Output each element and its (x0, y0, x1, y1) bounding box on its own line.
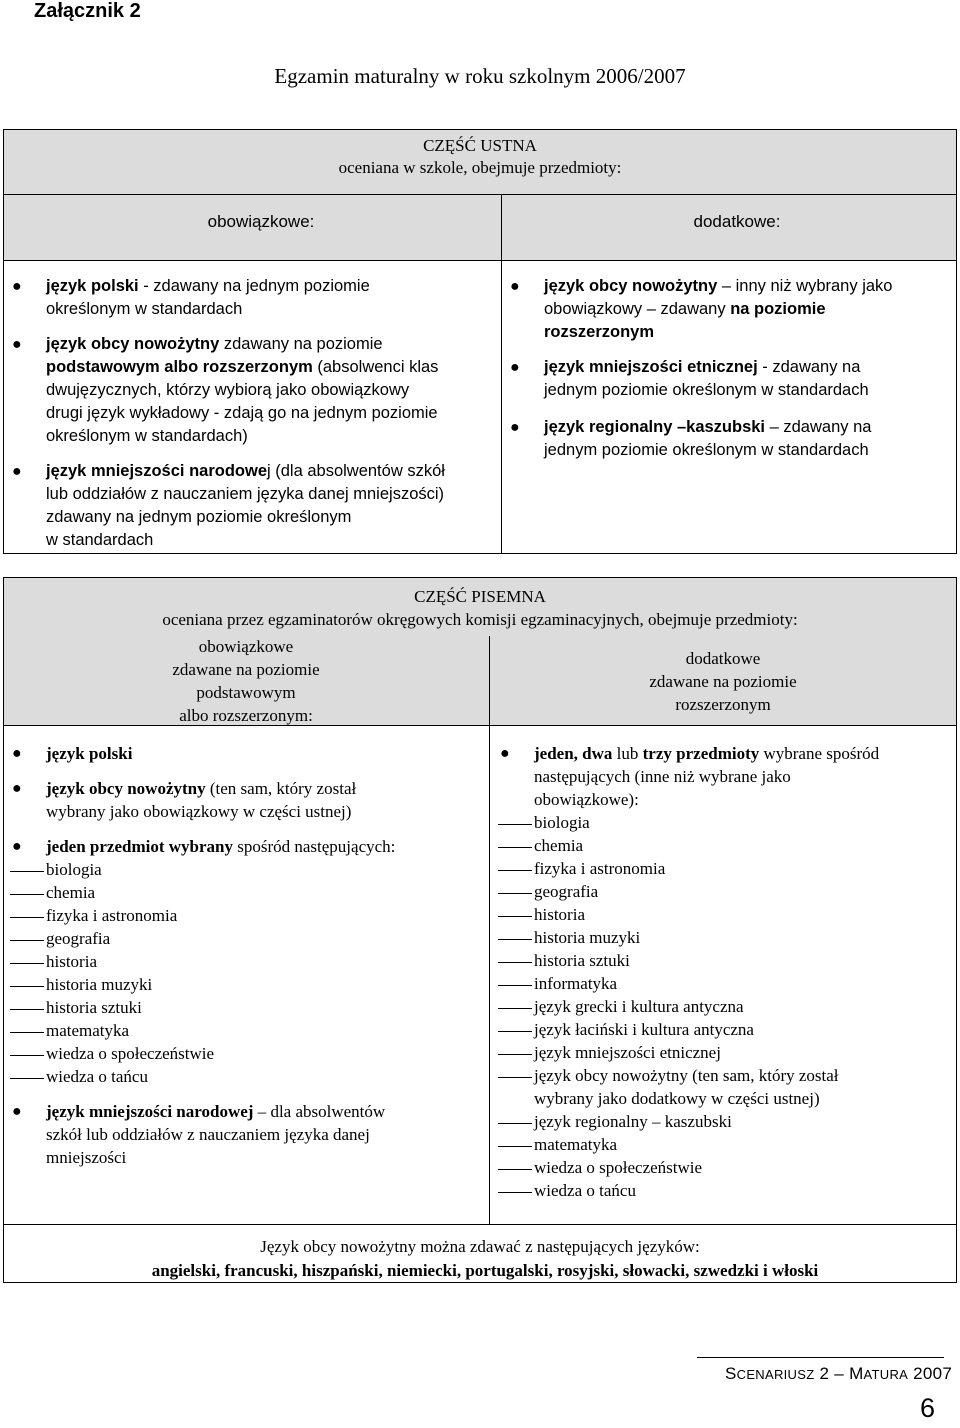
head-line: obowiązkowe (198, 637, 294, 656)
item-bold: jeden, dwa (534, 744, 613, 763)
item-continuation: zdawany na jednym poziomie określonym (46, 508, 352, 526)
item-bold: podstawowym albo rozszerzonym (46, 358, 313, 376)
item-continuation: następujących (inne niż wybrane jako (534, 767, 791, 786)
subject-item (10, 1042, 395, 1065)
item-continuation: w standardach (46, 531, 154, 549)
item-text: (absolwenci klas (312, 358, 439, 376)
subject-item (498, 880, 879, 903)
subject-label: geografia (534, 882, 599, 901)
subject-item (498, 834, 879, 857)
subject-label: biologia (46, 860, 102, 879)
item-bold: na poziomie (730, 300, 826, 318)
item-continuation: określonym w standardach) (46, 427, 248, 445)
item-continuation: wybrany jako dodatkowy w części ustnej) (534, 1089, 820, 1108)
item-continuation: lub oddziałów z nauczaniem języka danej mniejszości) (46, 485, 445, 503)
subject-item (498, 1018, 879, 1041)
item-bold: język mniejszości narodowej (46, 1102, 254, 1121)
item-text: – zdawany na (765, 418, 872, 436)
subject-label: informatyka (534, 974, 618, 993)
item-bold: język obcy nowożytny (46, 335, 220, 353)
subject-item (498, 1156, 879, 1179)
subject-item (498, 1110, 879, 1133)
subject-label: język obcy nowożytny (ten sam, który został (534, 1066, 839, 1085)
subject-label: fizyka i astronomia (46, 906, 178, 925)
footer-scenario (725, 1364, 952, 1384)
item-bold: język obcy nowożytny (46, 779, 206, 798)
footer-text: CENARIUSZ (736, 1367, 815, 1382)
list-item: ● język obcy nowożytny – inny niż wybrany jako (510, 277, 893, 295)
subject-label: język regionalny – kaszubski (534, 1112, 732, 1131)
item-bold: język polski (46, 744, 133, 763)
subject-label: historia sztuki (534, 951, 630, 970)
item-continuation: wybrany jako obowiązkowy w części ustnej) (46, 802, 352, 821)
subject-item (498, 995, 879, 1018)
footer-text: ATURA (863, 1367, 909, 1382)
item-continuation: obowiązkowe): (534, 790, 639, 809)
item-continuation: określonym w standardach (46, 300, 243, 318)
item-continuation: jednym poziomie określonym w standardach (544, 381, 869, 399)
subject-label: chemia (46, 883, 96, 902)
item-text: wybrane spośród (759, 744, 880, 763)
subject-label: historia sztuki (46, 998, 142, 1017)
item-bold: język obcy nowożytny (544, 277, 718, 295)
subject-label: matematyka (534, 1135, 618, 1154)
footer-rule (697, 1357, 944, 1358)
languages-list: angielski, francuski, hiszpański, niemiecki, portugalski, rosyjski, słowacki, szwedzki i włoski (151, 1261, 819, 1280)
subject-item (498, 903, 879, 926)
item-text: obowiązkowy – zdawany (544, 300, 731, 318)
footer-text: M (849, 1364, 864, 1383)
subject-label: matematyka (46, 1021, 130, 1040)
pisemna-left-list (12, 742, 396, 1169)
ustna-col-left-label: obowiązkowe: (207, 212, 315, 231)
subject-label: język łaciński i kultura antyczna (534, 1020, 754, 1039)
item-text: – dla absolwentów (253, 1102, 386, 1121)
subject-label: biologia (534, 813, 590, 832)
list-item: ● język polski - zdawany na jednym poziomie (12, 277, 370, 295)
list-item: ● jeden przedmiot wybrany spośród następujących: (12, 837, 396, 856)
list-item: ● język obcy nowożytny (ten sam, który został (12, 779, 357, 798)
subject-item (498, 926, 879, 949)
item-bold: język regionalny –kaszubski (544, 418, 766, 436)
subject-item (498, 1133, 879, 1156)
item-bold: trzy przedmioty (642, 744, 760, 763)
subject-item (10, 1019, 395, 1042)
subject-item (498, 811, 879, 834)
subject-item (498, 1041, 879, 1064)
item-continuation: drugi język wykładowy - zdają go na jednym poziomie (46, 404, 438, 422)
item-continuation: szkół lub oddziałów z nauczaniem języka danej (46, 1125, 370, 1144)
subject-item (10, 1065, 395, 1088)
item-text: – inny niż wybrany jako (717, 277, 893, 295)
subject-item (498, 857, 879, 880)
ustna-right-list (510, 275, 893, 462)
subject-label: geografia (46, 929, 111, 948)
item-text: lub (612, 744, 643, 763)
footer-text: S (725, 1364, 737, 1383)
list-item: ● język polski (12, 744, 133, 763)
ustna-col-right-label: dodatkowe: (693, 212, 781, 231)
subject-item (10, 904, 395, 927)
list-item: ● język mniejszości narodowej (dla absolwentów szkół (12, 462, 445, 480)
item-text: - zdawany na (757, 358, 861, 376)
ustna-left-list (12, 275, 445, 552)
subject-item (10, 973, 395, 996)
head-line: zdawane na poziomie (649, 672, 797, 691)
attachment-heading: Załącznik 2 (34, 0, 141, 22)
item-bold: język mniejszości narodowe (46, 462, 267, 480)
item-text: - zdawany na jednym poziomie (138, 277, 370, 295)
item-continuation: jednym poziomie określonym w standardach (544, 441, 869, 459)
item-text: zdawany na poziomie (219, 335, 383, 353)
head-line: rozszerzonym (675, 695, 771, 714)
subject-item (10, 927, 395, 950)
item-continuation: dwujęzycznych, którzy wybiorą jako obowiązkowy (46, 381, 410, 399)
head-line: dodatkowe (685, 649, 761, 668)
head-line: zdawane na poziomie (172, 660, 320, 679)
languages-note: Język obcy nowożytny można zdawać z następujących języków: (260, 1237, 700, 1256)
head-line: albo rozszerzonym: (179, 706, 313, 725)
page-title: Egzamin maturalny w roku szkolnym 2006/2007 (274, 64, 686, 88)
subject-label: wiedza o tańcu (46, 1067, 148, 1086)
item-continuation (46, 356, 445, 379)
item-continuation (544, 298, 892, 321)
ustna-header-subtitle: oceniana w szkole, obejmuje przedmioty: (338, 158, 622, 177)
footer-text: 2 – (814, 1364, 850, 1383)
subject-label: wiedza o tańcu (534, 1181, 636, 1200)
pisemna-right-head (489, 647, 957, 716)
item-bold: język polski (46, 277, 139, 295)
pisemna-left-head (3, 635, 489, 727)
list-item: ● język mniejszości etnicznej - zdawany na (510, 358, 861, 376)
subject-label: fizyka i astronomia (534, 859, 666, 878)
subject-label: język mniejszości etnicznej (534, 1043, 721, 1062)
item-text: (ten sam, który został (205, 779, 357, 798)
subject-item (10, 858, 395, 881)
item-bold: język mniejszości etnicznej (544, 358, 758, 376)
list-item: ● język regionalny –kaszubski – zdawany na (510, 418, 872, 436)
list-item: ● jeden, dwa lub trzy przedmioty wybrane spośród (500, 744, 880, 763)
item-text: j (dla absolwentów szkół (267, 462, 445, 480)
pisemna-header-title: CZĘŚĆ PISEMNA (414, 587, 546, 606)
subject-item (498, 949, 879, 972)
subject-item (498, 1179, 879, 1202)
item-text: spośród następujących: (232, 837, 396, 856)
list-item: ● język mniejszości narodowej – dla absolwentów (12, 1102, 386, 1121)
subject-label: historia (46, 952, 97, 971)
subject-label: wiedza o społeczeństwie (534, 1158, 703, 1177)
head-line: podstawowym (196, 683, 296, 702)
subject-label: język grecki i kultura antyczna (534, 997, 744, 1016)
list-item: ● język obcy nowożytny zdawany na poziomie (12, 335, 383, 353)
subject-label: historia muzyki (534, 928, 641, 947)
pisemna-header-subtitle: oceniana przez egzaminatorów okręgowych komisji egzaminacyjnych, obejmuje przedmioty: (162, 610, 798, 629)
subject-item (498, 972, 879, 995)
page-number: 6 (920, 1393, 936, 1423)
subject-label: wiedza o społeczeństwie (46, 1044, 215, 1063)
pisemna-right-list (500, 742, 880, 1202)
footer-text: 2007 (908, 1364, 953, 1383)
item-bold: jeden przedmiot wybrany (46, 837, 233, 856)
ustna-header-title: CZĘŚĆ USTNA (423, 136, 537, 155)
subject-item (10, 950, 395, 973)
subject-item (10, 996, 395, 1019)
item-continuation: rozszerzonym (544, 323, 655, 341)
subject-label: historia muzyki (46, 975, 153, 994)
subject-label: historia (534, 905, 585, 924)
subject-item (498, 1064, 879, 1087)
subject-item (10, 881, 395, 904)
item-continuation: mniejszości (46, 1148, 127, 1167)
subject-label: chemia (534, 836, 584, 855)
